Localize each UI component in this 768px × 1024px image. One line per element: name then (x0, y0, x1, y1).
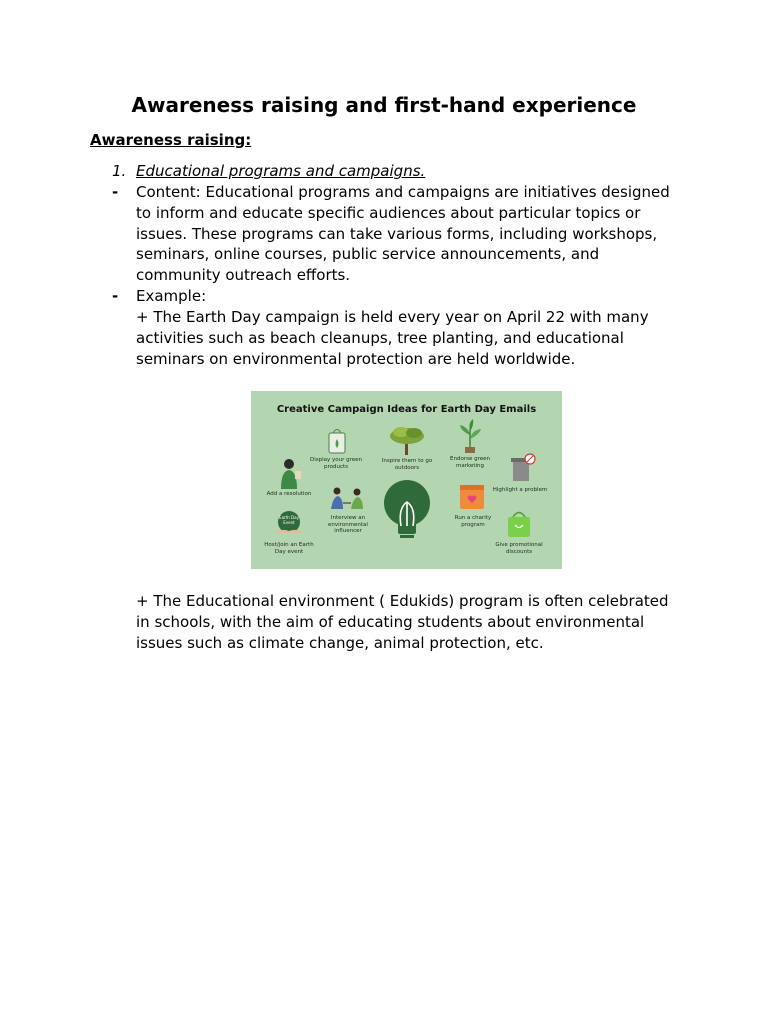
bullet-dash-example: - (112, 287, 119, 305)
section-heading: Awareness raising: (90, 131, 252, 149)
infographic-title: Creative Campaign Ideas for Earth Day Emails (276, 404, 537, 415)
content-paragraph: Content: Educational programs and campaigns are initiatives designed to inform and educate specific audiences about particular topics or issues. These programs can take various forms, including workshops, seminars, online courses, public service announcements, and community outreach efforts. (136, 183, 670, 285)
label-endorse-marketing: Endorse green marketing (450, 456, 490, 469)
highlight-problem-icon (511, 454, 535, 481)
label-interview-influencer: Interview an environmental influencer (328, 515, 368, 534)
earth-day-infographic (251, 391, 562, 569)
tree-icon (390, 427, 424, 455)
page-title: Awareness raising and first-hand experience (131, 93, 637, 117)
charity-box-icon (460, 485, 484, 509)
label-highlight-problem: Highlight a problem (492, 487, 548, 493)
label-promotional-discounts: Give promotional discounts (495, 542, 543, 555)
label-display-products: Display your green products (309, 457, 363, 470)
label-badge-earth-day: Earth Day Event (279, 515, 299, 525)
list-item-title: Educational programs and campaigns. (136, 162, 426, 180)
discount-bag-icon (508, 513, 530, 538)
example-label: Example: (136, 287, 207, 305)
label-host-event: Host/join an Earth Day event (264, 542, 314, 555)
shopping-bag-icon (329, 430, 345, 454)
light-bulb-icon (384, 480, 430, 538)
person-resolution-icon (281, 459, 301, 489)
label-add-resolution: Add a resolution (266, 491, 312, 497)
label-inspire-outdoors: Inspire them to go outdoors (381, 458, 433, 471)
example-edukids: + The Educational environment ( Edukids) program is often celebrated in schools, with the aim of educating students about environmental issues such as climate change, animal protection, etc. (136, 592, 669, 652)
list-item-number: 1. (112, 162, 127, 180)
label-charity-program: Run a charity program (454, 515, 492, 528)
bullet-dash-content: - (112, 183, 119, 201)
interview-people-icon (331, 488, 363, 510)
example-earth-day: + The Earth Day campaign is held every year on April 22 with many activities such as beach cleanups, tree planting, and educational seminars on environmental protection are held worldwide. (136, 308, 649, 368)
plant-icon (460, 419, 481, 453)
